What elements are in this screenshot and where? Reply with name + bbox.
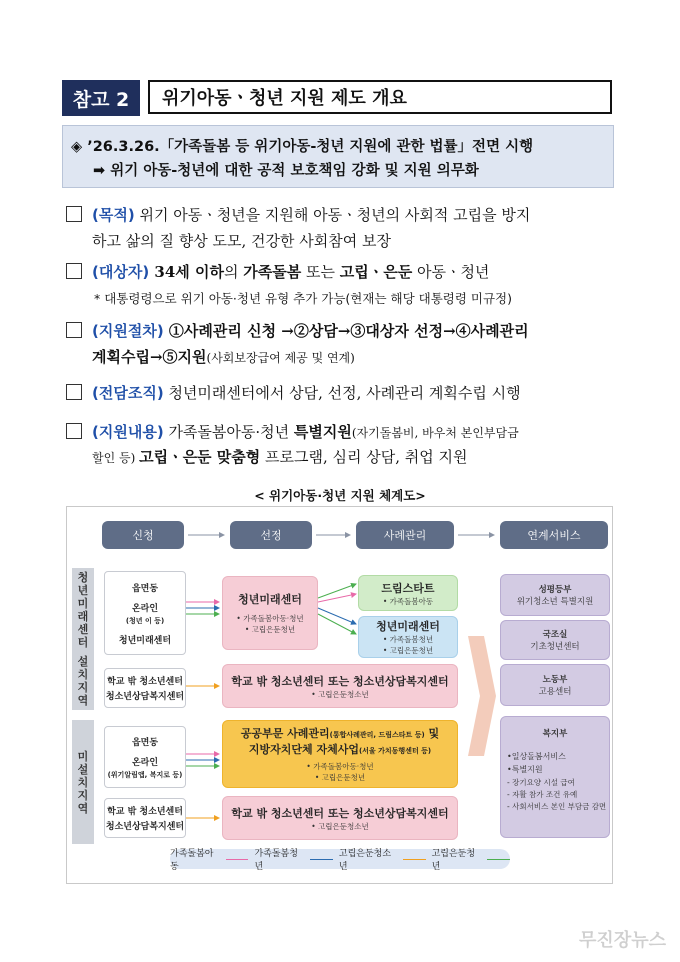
public-case-sub-1: • 가족돌봄아동·청년 [306, 762, 374, 771]
bullet-content-cont [92, 444, 468, 471]
target-youth: 아동ㆍ청년 [412, 263, 490, 281]
service-welfare-item: •일상돌봄서비스 [507, 752, 566, 761]
flow-chevron [468, 636, 496, 756]
side-char: 센 [77, 623, 89, 636]
side-char: 지 [77, 788, 89, 802]
legend-label: 가족돌봄청년 [254, 849, 298, 872]
arrow-pink-2 [318, 594, 356, 602]
select-center-sub-1: • 가족돌봄아동·청년 [236, 614, 304, 623]
content-text-a: 가족돌봄아동·청년 [163, 423, 294, 441]
select-school-title-2: 학교 밖 청소년센터 또는 청소년상담복지센터 [231, 806, 449, 820]
service-labor-title: 노동부 [542, 675, 568, 685]
arrow-green-2 [318, 614, 356, 634]
case-center-sub-2: • 고립은둔청년 [382, 646, 434, 655]
apply-eup-2: 읍면동 [131, 737, 159, 748]
target-caregiving: 가족돌봄 [243, 263, 302, 281]
bullet-purpose-cont: 하고 삶의 질 향상 도모, 건강한 사회참여 보장 [92, 232, 391, 250]
content-label: (지원내용) [92, 423, 164, 441]
legend [170, 849, 510, 872]
apply-online: 온라인 [131, 603, 159, 614]
side-char: 치 [77, 775, 89, 789]
summary-box [62, 125, 614, 188]
bullet-purpose [66, 202, 530, 228]
organization-label: (전담조직) [92, 384, 164, 402]
service-welfare-item: •특별지원 [507, 765, 543, 774]
public-case-title: 공공부문 사례관리 [240, 727, 330, 740]
local-gov-note: (서울 가치동행센터 등) [358, 747, 432, 755]
diagram-arrows [66, 506, 613, 884]
apply-center: 청년미래센터 [118, 635, 172, 646]
apply-school: 학교 밖 청소년센터 [107, 677, 183, 687]
select-center-sub-2: • 고립은둔청년 [244, 625, 296, 634]
purpose-label: (목적) [92, 206, 135, 224]
public-case-note: (통합사례관리, 드림스타트 등) [329, 731, 425, 739]
side-char: 역 [77, 694, 89, 707]
target-note: * 대통령령으로 위기 아동·청년 유형 추가 가능(현재는 해당 대통령령 미규정) [94, 291, 512, 306]
service-office-title: 국조실 [542, 630, 568, 640]
side-char: 미 [77, 597, 89, 610]
select-school-sub-2: • 고립은둔청소년 [311, 821, 369, 831]
watermark-logo: 무진장뉴스 [579, 930, 666, 951]
organization-text: 청년미래센터에서 상담, 선정, 사례관리 계획수립 시행 [163, 384, 521, 402]
select-school-title: 학교 밖 청소년센터 또는 청소년상담복지센터 [231, 674, 449, 688]
side-char: 지 [77, 681, 89, 694]
procedure-note: (사회보장급여 제공 및 연계) [206, 351, 355, 365]
bullet-organization [66, 380, 521, 406]
stage-select: 선정 [230, 521, 312, 549]
select-school-sub: • 고립은둔청소년 [311, 689, 369, 699]
procedure-step-5: 계획수립→⑤지원 [92, 348, 207, 366]
apply-counsel-2: 청소년상담복지센터 [105, 822, 185, 832]
target-label: (대상자) [92, 263, 150, 281]
service-gender-sub: 위기청소년 특별지원 [516, 597, 594, 607]
diagram-title: < 위기아동·청년 지원 체계도> [254, 488, 426, 503]
page-title-text: 위기아동ㆍ청년 지원 제도 개요 [162, 88, 407, 109]
dreamstart-title: 드림스타트 [381, 581, 435, 595]
local-gov-title: 지방자치단체 자체사업 [248, 743, 359, 756]
content-custom: 고립ㆍ은둔 맞춤형 [139, 448, 261, 466]
legend-line-pink [226, 859, 249, 860]
procedure-text: ①사례관리 신청 →②상담→③대상자 선정→④사례관리 [163, 322, 529, 340]
legend-line-blue [310, 859, 333, 860]
stage-case: 사례관리 [356, 521, 454, 549]
side-char: 터 [77, 636, 89, 649]
bullet-procedure-cont [92, 344, 355, 371]
service-welfare-title: 복지부 [542, 729, 568, 739]
section-badge: 참고 2 [62, 80, 140, 116]
bullet-procedure [66, 318, 529, 344]
public-case-sub-2: • 고립은둔청년 [314, 773, 366, 782]
side-char: 청 [77, 571, 89, 584]
target-text: 의 [223, 263, 244, 281]
stage-apply: 신청 [102, 521, 184, 549]
apply-counsel: 청소년상담복지센터 [105, 692, 185, 702]
page-title [148, 80, 612, 114]
content-note-cont: 할인 등) [92, 451, 140, 465]
summary-line-1: ◈ ’26.3.26.「가족돌봄 등 위기아동-청년 지원에 관한 법률」전면 시행 [71, 139, 534, 155]
procedure-label: (지원절차) [92, 322, 164, 340]
purpose-text: 위기 아동ㆍ청년을 지원해 아동ㆍ청년의 사회적 고립을 방지 [134, 206, 531, 224]
dreamstart-sub: • 가족돌봄아동 [382, 596, 434, 606]
checkbox-icon [66, 423, 82, 439]
side-char: 미 [77, 749, 89, 763]
service-welfare-item: - 사회서비스 본인 부담금 감면 [507, 802, 607, 811]
service-gender-title: 성평등부 [538, 585, 572, 595]
content-note: (자기돌봄비, 바우처 본인부담금 [351, 426, 519, 440]
summary-line-2: ➡ 위기 아동-청년에 대한 공적 보호책임 강화 및 지원 의무화 [93, 163, 479, 179]
service-office-sub: 기초청년센터 [530, 642, 580, 652]
target-isolation: 고립ㆍ은둔 [339, 263, 413, 281]
legend-line-green [487, 859, 510, 860]
target-age: 34세 이하 [149, 263, 224, 281]
arrow-green-3 [318, 584, 356, 598]
service-labor-sub: 고용센터 [538, 687, 572, 697]
legend-label: 가족돌봄아동 [170, 849, 214, 872]
checkbox-icon [66, 322, 82, 338]
select-center-title: 청년미래센터 [238, 593, 302, 606]
side-char: 설 [77, 655, 89, 668]
stage-service: 연계서비스 [500, 521, 608, 549]
apply-school-2: 학교 밖 청소년센터 [107, 807, 183, 817]
arrow-blue-2 [318, 608, 356, 624]
apply-eup: 읍면동 [131, 583, 159, 594]
bullet-content [66, 419, 519, 446]
legend-label: 고립은둔청소년 [338, 849, 392, 872]
side-char: 역 [77, 801, 89, 815]
apply-online-note: (청년 이 등) [125, 616, 165, 625]
apply-online-2: 온라인 [131, 757, 159, 768]
side-char: 년 [77, 584, 89, 597]
target-or: 또는 [301, 263, 340, 281]
bullet-target [66, 259, 489, 285]
service-welfare-item: - 자활 참가 조건 유예 [507, 790, 578, 799]
checkbox-icon [66, 206, 82, 222]
side-char: 래 [77, 610, 89, 623]
legend-label: 고립은둔청년 [431, 849, 476, 872]
content-programs: 프로그램, 심리 상담, 취업 지원 [260, 448, 468, 466]
checkbox-icon [66, 263, 82, 279]
checkbox-icon [66, 384, 82, 400]
side-char: 치 [77, 668, 89, 681]
case-center-sub-1: • 가족돌봄청년 [382, 635, 434, 644]
side-char: 설 [77, 762, 89, 776]
legend-line-orange [403, 859, 426, 860]
content-special: 특별지원 [293, 423, 352, 441]
case-center-title: 청년미래센터 [376, 620, 440, 633]
service-welfare-item: - 장기요양 시설 급여 [507, 778, 575, 787]
apply-online-note-2: (위기알림앱, 복지로 등) [107, 770, 183, 779]
public-case-and: 및 [424, 727, 440, 740]
